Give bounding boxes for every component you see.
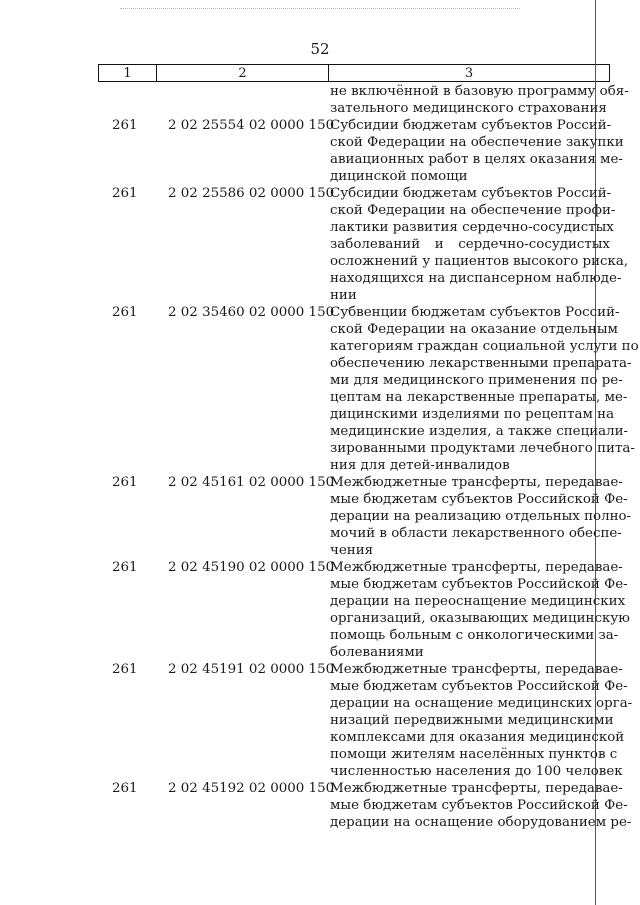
table-row xyxy=(0,304,640,474)
row-admin-code: 261 xyxy=(112,305,138,320)
description-line: Субвенции бюджетам субъектов Россий- xyxy=(330,305,620,320)
header-col-1: 1 xyxy=(99,65,157,81)
description-line: дерации на реализацию отдельных полно- xyxy=(330,509,632,524)
table-header xyxy=(98,64,610,82)
description-line: Межбюджетные трансферты, передавае- xyxy=(330,662,623,677)
scan-artifact-dots xyxy=(120,8,520,11)
row-admin-code: 261 xyxy=(112,186,138,201)
row-description xyxy=(330,559,630,661)
table-row xyxy=(0,117,640,185)
description-line: медицинские изделия, а также специали- xyxy=(330,424,629,439)
description-line: низаций передвижными медицинскими xyxy=(330,713,614,728)
header-col-2: 2 xyxy=(157,65,329,81)
description-line: авиационных работ в целях оказания ме- xyxy=(330,152,623,167)
page-number: 52 xyxy=(310,40,330,58)
description-line: категориям граждан социальной услуги по xyxy=(330,339,639,354)
description-line: обеспечению лекарственными препарата- xyxy=(330,356,632,371)
description-line: комплексами для оказания медицинской xyxy=(330,730,625,745)
row-admin-code: 261 xyxy=(112,781,138,796)
description-line: зированными продуктами лечебного пита- xyxy=(330,441,635,456)
description-line: лактики развития сердечно-сосудистых xyxy=(330,220,614,235)
description-line: ми для медицинского применения по ре- xyxy=(330,373,623,388)
description-line: Межбюджетные трансферты, передавае- xyxy=(330,781,623,796)
description-line: мые бюджетам субъектов Российской Фе- xyxy=(330,577,628,592)
description-line: не включённой в базовую программу обя- xyxy=(330,84,629,99)
row-budget-code: 2 02 45192 02 0000 150 xyxy=(168,781,335,796)
description-line: ской Федерации на обеспечение профи- xyxy=(330,203,616,218)
row-description xyxy=(330,83,629,117)
row-budget-code: 2 02 35460 02 0000 150 xyxy=(168,305,335,320)
description-line: ской Федерации на оказание отдельным xyxy=(330,322,618,337)
description-line: мочий в области лекарственного обеспе- xyxy=(330,526,622,541)
description-line: численностью населения до 100 человек xyxy=(330,764,623,779)
row-description xyxy=(330,117,624,185)
description-line: мые бюджетам субъектов Российской Фе- xyxy=(330,492,628,507)
description-line: помощь больным с онкологическими за- xyxy=(330,628,619,643)
description-line: дерации на переоснащение медицинских xyxy=(330,594,626,609)
row-admin-code: 261 xyxy=(112,560,138,575)
description-line: дицинской помощи xyxy=(330,169,468,184)
description-line: осложнений у пациентов высокого риска, xyxy=(330,254,629,269)
row-description xyxy=(330,780,632,831)
description-line: мые бюджетам субъектов Российской Фе- xyxy=(330,798,628,813)
description-line: ния для детей-инвалидов xyxy=(330,458,510,473)
table-row xyxy=(0,185,640,304)
row-budget-code: 2 02 25554 02 0000 150 xyxy=(168,118,335,133)
description-line: мые бюджетам субъектов Российской Фе- xyxy=(330,679,628,694)
description-line: зательного медицинского страхования xyxy=(330,101,607,116)
description-line: Субсидии бюджетам субъектов Россий- xyxy=(330,186,612,201)
description-line: Межбюджетные трансферты, передавае- xyxy=(330,560,623,575)
description-line: дицинскими изделиями по рецептам на xyxy=(330,407,615,422)
description-line: нии xyxy=(330,288,357,303)
row-admin-code: 261 xyxy=(112,475,138,490)
row-admin-code: 261 xyxy=(112,662,138,677)
row-budget-code: 2 02 45190 02 0000 150 xyxy=(168,560,335,575)
header-col-3: 3 xyxy=(464,65,474,81)
description-line: заболеваний и сердечно-сосудистых xyxy=(330,237,610,252)
table-row xyxy=(0,474,640,559)
table-row xyxy=(0,780,640,831)
row-admin-code: 261 xyxy=(112,118,138,133)
description-line: находящихся на диспансерном наблюде- xyxy=(330,271,622,286)
table-body xyxy=(0,83,640,831)
description-line: дерации на оснащение оборудованием ре- xyxy=(330,815,632,830)
table-row xyxy=(0,661,640,780)
description-line: организаций, оказывающих медицинскую xyxy=(330,611,630,626)
description-line: ской Федерации на обеспечение закупки xyxy=(330,135,624,150)
description-line: болеваниями xyxy=(330,645,424,660)
description-line: цептам на лекарственные препараты, ме- xyxy=(330,390,628,405)
description-line: Субсидии бюджетам субъектов Россий- xyxy=(330,118,612,133)
row-description xyxy=(330,185,629,304)
row-description xyxy=(330,661,633,780)
row-budget-code: 2 02 45161 02 0000 150 xyxy=(168,475,335,490)
description-line: чения xyxy=(330,543,374,558)
row-budget-code: 2 02 45191 02 0000 150 xyxy=(168,662,335,677)
table-row xyxy=(0,559,640,661)
description-line: Межбюджетные трансферты, передавае- xyxy=(330,475,623,490)
row-budget-code: 2 02 25586 02 0000 150 xyxy=(168,186,335,201)
description-line: дерации на оснащение медицинских орга- xyxy=(330,696,633,711)
row-description xyxy=(330,304,639,474)
description-line: помощи жителям населённых пунктов с xyxy=(330,747,618,762)
row-description xyxy=(330,474,632,559)
continuation-row xyxy=(0,83,640,117)
